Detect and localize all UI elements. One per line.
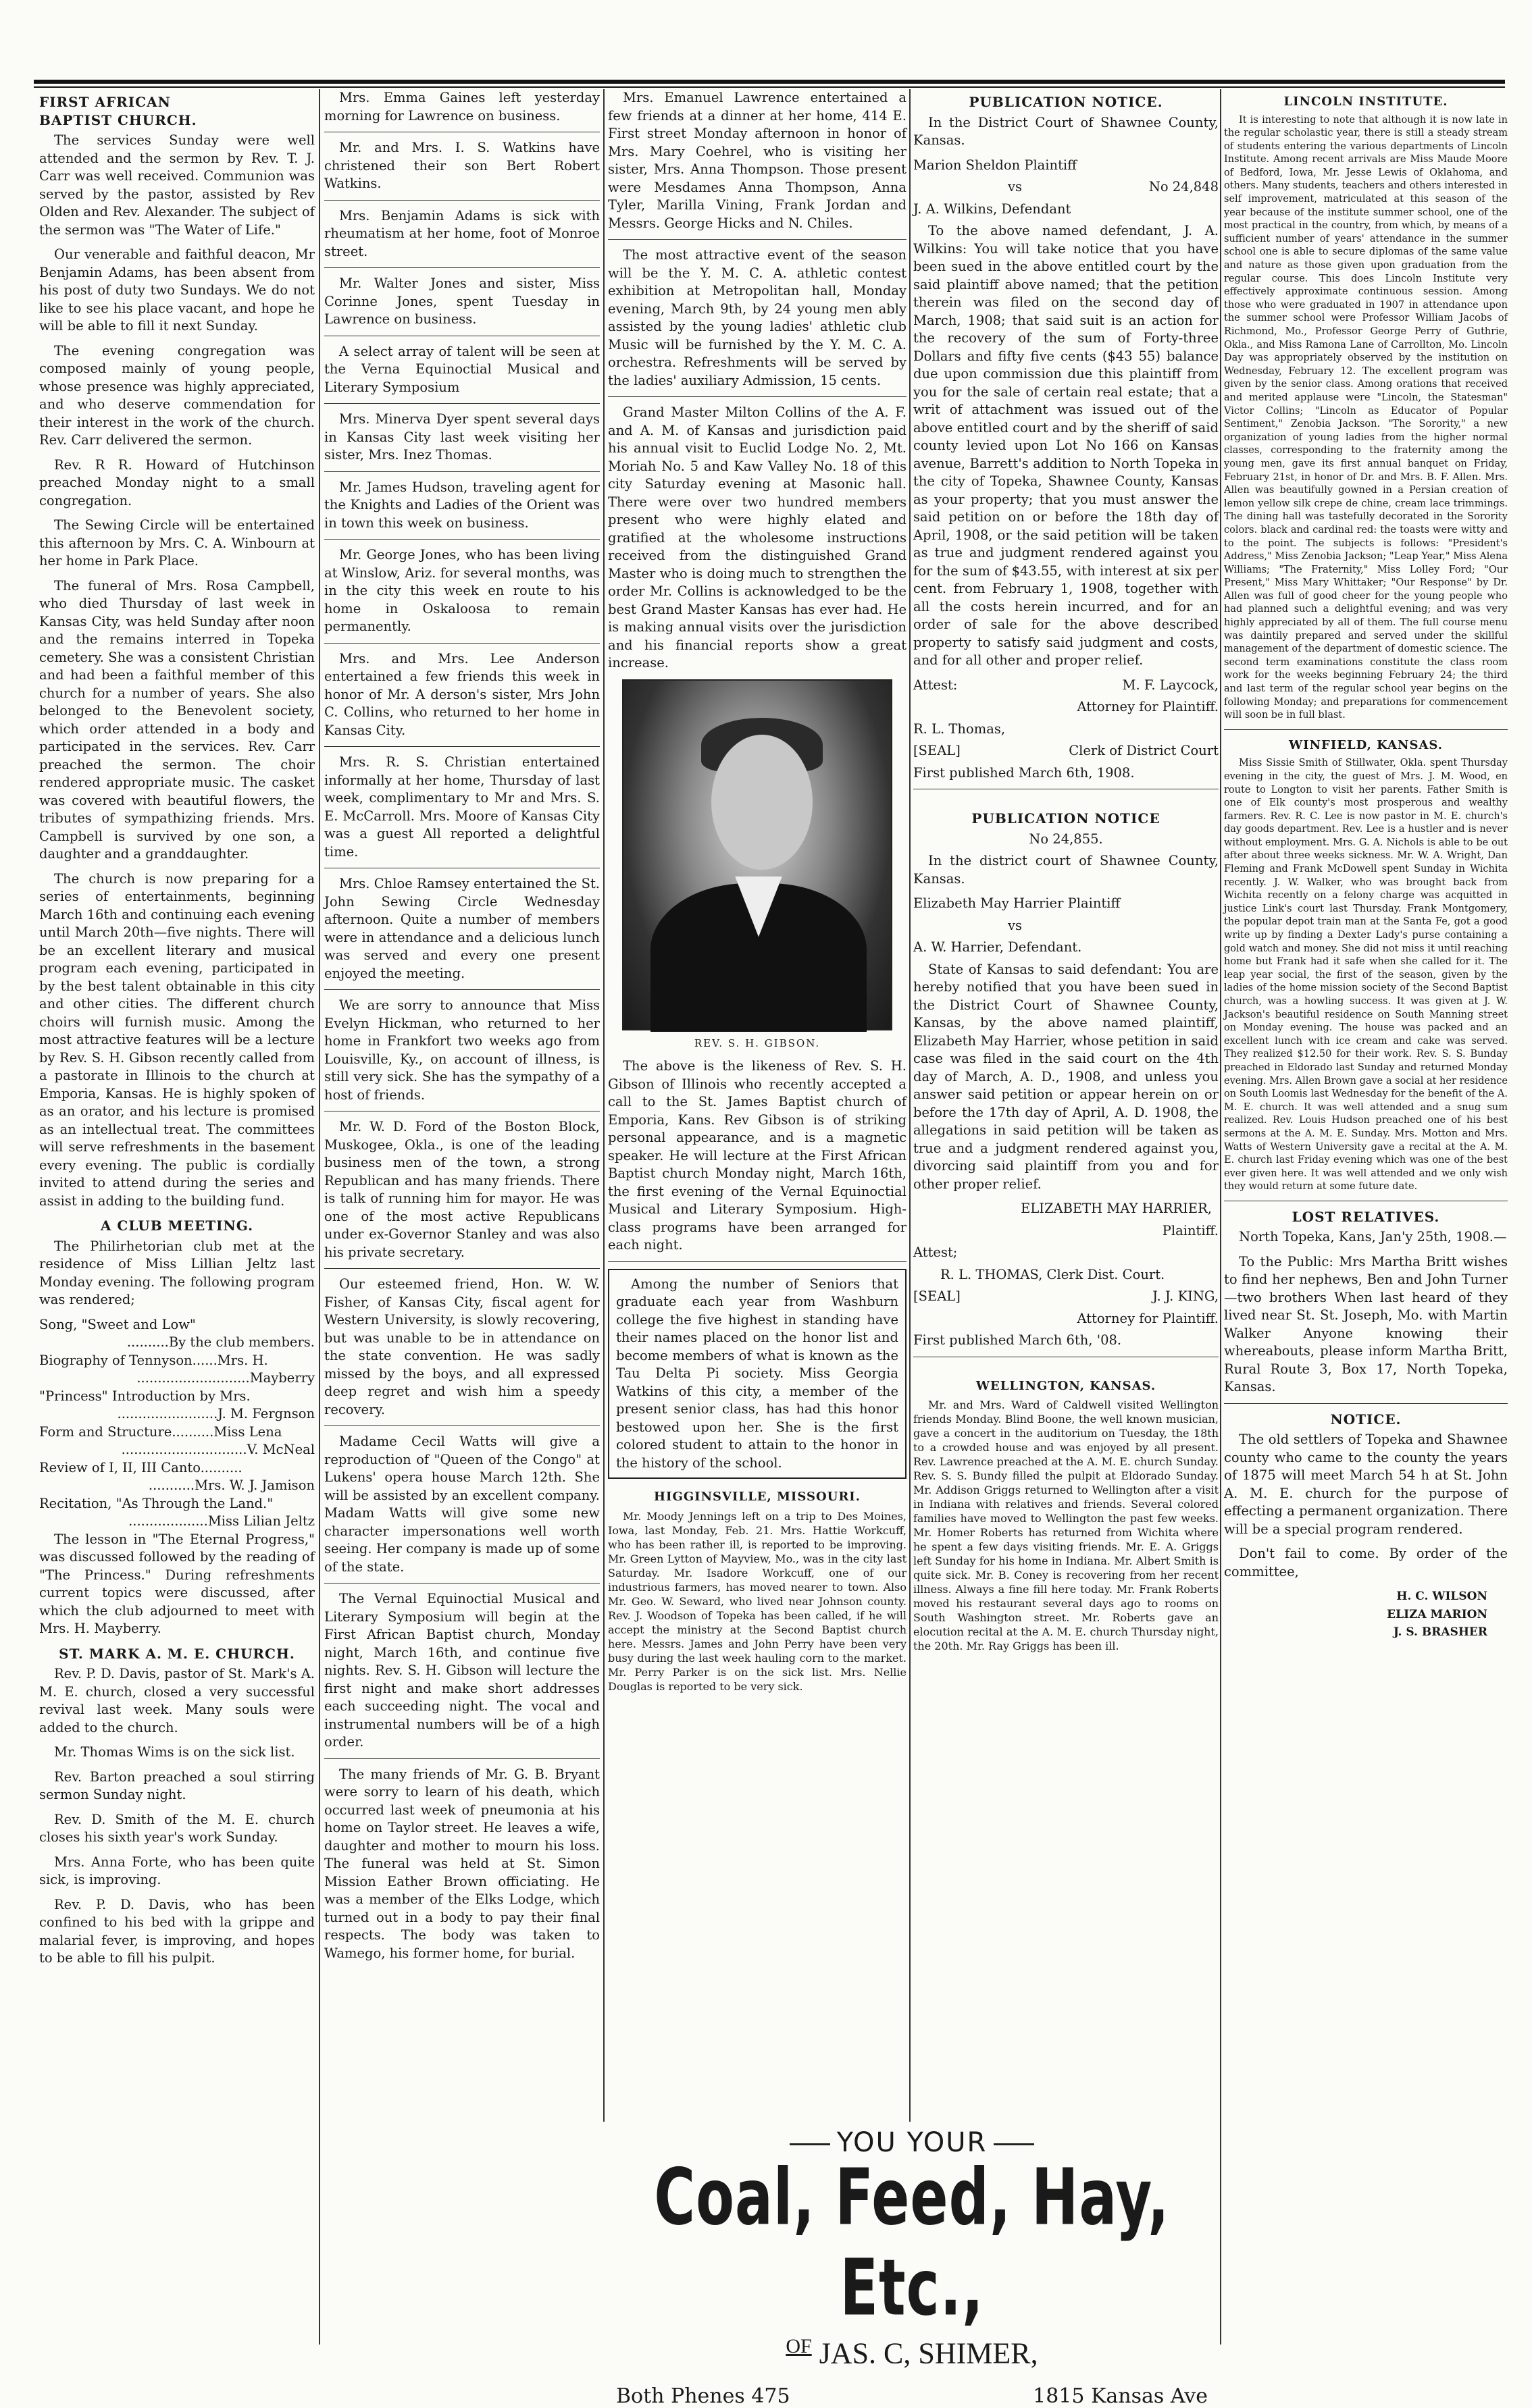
notice-attorney-role: Attorney for Plaintiff.: [1077, 699, 1219, 714]
program-item: "Princess" Introduction by Mrs.: [39, 1388, 251, 1404]
lost-relatives-heading: LOST RELATIVES.: [1292, 1208, 1440, 1225]
article-paragraph: Rev. Barton preached a soul stirring sermon Sunday night.: [39, 1769, 315, 1802]
notice-number: No 24,855.: [1029, 831, 1103, 847]
article-paragraph: Mr. Thomas Wims is on the sick list.: [54, 1744, 295, 1760]
article-paragraph: Mrs. R. S. Christian entertained informally at her home, Thursday of last week, complimentary to Mr and Mrs. S. E. McCarroll. Mrs. Moore of Kansas City was a guest All reported a delightful time.: [324, 754, 600, 860]
article-paragraph: Our esteemed friend, Hon. W. W. Fisher, of Kansas City, fiscal agent for Western University, is slowly recovering, but was unable to be in attendance on the state convention. He was sadly missed by the boys, and all expressed deep regret and wish him a speedy recovery.: [324, 1276, 600, 1417]
divider: [324, 267, 600, 268]
ad-of: OF: [786, 2335, 812, 2357]
notice-vs-row: [913, 178, 1219, 197]
ad-phones: Both Phenes 475: [616, 2384, 790, 2408]
program-item: ..............................V. McNeal: [121, 1442, 315, 1457]
article-paragraph: The Philirhetorian club met at the residence of Miss Lillian Jeltz last Monday evening. The following program was rendered;: [39, 1238, 315, 1307]
notice-first-published: First published March 6th, '08.: [913, 1332, 1122, 1348]
ad-dash: [790, 2143, 830, 2145]
column-divider: [319, 89, 320, 2345]
first-african-heading: FIRST AFRICAN BAPTIST CHURCH.: [39, 94, 197, 128]
column-4: [913, 89, 1219, 2115]
higginsville-heading: HIGGINSVILLE, MISSOURI.: [654, 1490, 861, 1504]
article-paragraph: Mrs. Emma Gaines left yesterday morning for Lawrence on business.: [324, 90, 600, 124]
notice-plaintiff: Marion Sheldon Plaintiff: [913, 157, 1077, 173]
divider: [324, 539, 600, 540]
divider: [324, 989, 600, 990]
masthead-rule: [34, 80, 1505, 84]
divider: [324, 403, 600, 404]
notice-seal: [SEAL]: [913, 743, 961, 758]
article-paragraph: Mrs. Chloe Ramsey entertained the St. John Sewing Circle Wednesday afternoon. Quite a number of members were in attendance and a delicious lunch was served and every one present enjoyed the meeting.: [324, 876, 600, 981]
article-paragraph: We are sorry to announce that Miss Evelyn Hickman, who returned to her home in Frankfort two weeks ago from Louisville, Ky., on account of illness, is still very sick. She has the sympathy of a host of friends.: [324, 997, 600, 1103]
notice-attorney-role: Attorney for Plaintiff.: [1077, 1310, 1219, 1326]
article-paragraph: The above is the likeness of Rev. S. H. Gibson of Illinois who recently accepted a call to the St. James Baptist church of Emporia, Kans. Rev Gibson is of striking personal appearance, and is a magnetic speaker. He will lecture at the First African Baptist church Monday night, March 16th, the first evening of the Vernal Equinoctial Musical and Literary Symposium. High-class programs have been arranged for each night.: [608, 1058, 907, 1253]
notice-vs: vs: [1008, 917, 1023, 933]
divider: [1224, 1403, 1508, 1404]
wellington-heading: WELLINGTON, KANSAS.: [975, 1378, 1156, 1393]
program-item: Form and Structure..........Miss Lena: [39, 1423, 282, 1440]
notice-seal: [SEAL]: [913, 1288, 961, 1304]
article-paragraph: Among the number of Seniors that graduate each year from Washburn college the five highest in standing have their names placed on the honor list and become members of what is known as the Tau Delta Pi society. Miss Georgia Watkins of this city, a member of the present senior class, has had this honor bestowed upon her. She is the first colored student to attain to the honor in the history of the school.: [616, 1276, 898, 1471]
article-paragraph: Grand Master Milton Collins of the A. F. and A. M. of Kansas and jurisdiction paid his annual visit to Euclid Lodge No. 2, Mt. Moriah No. 5 and Kaw Valley No. 18 of this city Saturday evening at Masonic hall. There were over two hundred members present who were highly elated and gratified at the wholesome instructions received from the distinguished Grand Master who is doing much to strengthen the order Mr. Collins is acknowledged to be the best Grand Master Kansas has ever had. He is making annual visits over the jurisdiction and his financial reports show a great increase.: [608, 404, 907, 671]
notice-attest-row: [913, 677, 1219, 695]
notice-first-published: First published March 6th, 1908.: [913, 764, 1135, 781]
ad-merchant-name: JAS. C, SHIMER,: [819, 2336, 1038, 2370]
article-paragraph: The most attractive event of the season will be the Y. M. C. A. athletic contest exhibition at Metropolitan hall, Monday evening, March 9th, by 24 young men ably assisted by the young ladies' athletic club Music will be furnished by the Y. M. C. A. orchestra. Refreshments will be served by the ladies' auxiliary Admission, 15 cents.: [608, 247, 907, 388]
article-paragraph: The many friends of Mr. G. B. Bryant were sorry to learn of his death, which occurred last week of pneumonia at his home on Taylor street. He leaves a wife, daughter and mother to mourn his loss. The funeral was held at St. Simon Mission Eather Brown officiating. He was a member of the Elks Lodge, which turned out in a body to pay their final respects. The body was taken to Wamego, his former home, for burial.: [324, 1766, 600, 1961]
article-paragraph: North Topeka, Kans, Jan'y 25th, 1908.—: [1239, 1229, 1507, 1245]
coal-feed-advertisement: [608, 2127, 1216, 2408]
notice-attest: Attest:: [913, 677, 958, 693]
article-paragraph: The lesson in "The Eternal Progress," was discussed followed by the reading of "The Princess." During refreshments current topics were discussed, after which the club adjourned to meet with Mrs. H. Mayberry.: [39, 1531, 315, 1636]
program-item: Recitation, "As Through the Land.": [39, 1495, 274, 1511]
notice-attest: Attest;: [913, 1245, 958, 1260]
article-paragraph: Mr. and Mrs. Ward of Caldwell visited Wellington friends Monday. Blind Boone, the well known musician, gave a concert in the auditorium on Tuesday, the 18th to a crowded house and was enjoyed by all present. Rev. Lawrence preached at the A. M. E. church Sunday. Rev. S. S. Bundy filled the pulpit at Eldorado Sunday. Mr. Addison Griggs returned to Wellington after a visit in Indiana with relatives and friends. Several colored families have moved to Wellington the past few weeks. Mr. Homer Roberts has returned from Wichita where he spent a few days visiting friends. Mr. E. A. Griggs left Sunday for his home in Indiana. Mr. Albert Smith is quite sick. Mr. B. Coney is recovering from her recent illness. Always a fine fill here today. Mr. Frank Roberts moved his restaurant several days ago to rooms on South Washington street. Mr. Roberts gave an elocution recital at the A. M. E. church Thursday night, the 20th. Mr. Ray Griggs has been ill.: [913, 1398, 1219, 1652]
article-paragraph: Mrs. Anna Forte, who has been quite sick, is improving.: [39, 1854, 315, 1887]
notice-heading: NOTICE.: [1330, 1411, 1402, 1428]
notice-defendant: J. A. Wilkins, Defendant: [913, 201, 1071, 217]
column-1: [39, 89, 315, 2345]
article-paragraph: The old settlers of Topeka and Shawnee county who came to the county the years of 1875 will meet March 54 h at St. John A. M. E. church for the purpose of effecting a permanent organization. There will be a special program rendered.: [1224, 1432, 1508, 1537]
article-paragraph: Rev. P. D. Davis, pastor of St. Mark's A. M. E. church, closed a very successful revival last week. Many souls were added to the church.: [39, 1666, 315, 1735]
column-5: [1224, 89, 1508, 2345]
divider: [1224, 729, 1508, 730]
article-paragraph: Madame Cecil Watts will give a reproduction of "Queen of the Congo" at Lukens' opera house March 12th. She will be assisted by an excellent company. Madam Watts will give some new character impersonations well worth seeing. Her company is made up of some of the state.: [324, 1434, 600, 1575]
article-paragraph: Mr. and Mrs. I. S. Watkins have christened their son Bert Robert Watkins.: [324, 140, 600, 191]
photo-caption: REV. S. H. GIBSON.: [694, 1037, 821, 1049]
article-paragraph: Rev. P. D. Davis, who has been confined to his bed with la grippe and malarial fever, is improving, and hopes to be able to fill his pulpit.: [39, 1896, 315, 1966]
column-2: [324, 89, 600, 2115]
notice-seal-row: [913, 742, 1219, 760]
program-item: ...........................Mayberry: [136, 1370, 315, 1386]
divider: [324, 1758, 600, 1759]
masthead-rule-thin: [34, 86, 1505, 88]
divider: [324, 643, 600, 644]
program-item: Biography of Tennyson......Mrs. H.: [39, 1352, 268, 1368]
divider: [324, 471, 600, 472]
honor-box: [608, 1269, 907, 1480]
article-paragraph: The church is now preparing for a series of entertainments, beginning March 16th and continuing each evening until March 20th—five nights. There will be an excellent literary and musical program each evening, participated in by the best talent obtainable in this city and other cities. The different church choirs will furnish music. Among the most attractive features will be a lecture by Rev. S. H. Gibson recently called from a pastorate in Illinois to the church at Emporia, Kansas. He is highly spoken of as an orator, and his lecture is promised as an intellectual treat. The committees will serve refreshments in the basement every evening. The public is cordially invited to attend during the series and assist in adding to the building fund.: [39, 870, 315, 1209]
column-divider: [603, 89, 605, 2122]
notice-paragraph: State of Kansas to said defendant: You are hereby notified that you have been sued in the District Court of Shawnee County, Kansas, by the above named plaintiff, Elizabeth May Harrier, whose petition in said case was filed in the said court on the 4th day of March, A. D., 1908, and unless you answer said petition or appear herein on or before the 17th day of April, A. D. 1908, the allegations in said petition will be taken as true and a judgment rendered against you, divorcing said plaintiff from you and for other proper relief.: [913, 961, 1219, 1192]
column-divider: [1220, 89, 1221, 2345]
ad-merchant: [608, 2335, 1216, 2371]
divider: [324, 1425, 600, 1426]
publication-notice-heading: PUBLICATION NOTICE: [971, 810, 1160, 827]
notice-paragraph: In the district court of Shawnee County, Kansas.: [913, 853, 1219, 887]
column-divider: [909, 89, 911, 2122]
notice-plaintiff: Elizabeth May Harrier Plaintiff: [913, 895, 1121, 911]
st-mark-heading: ST. MARK A. M. E. CHURCH.: [59, 1645, 295, 1662]
article-paragraph: Mr. George Jones, who has been living at Winslow, Ariz. for several months, was in the city this week en route to his home in Oskaloosa to remain permanently.: [324, 547, 600, 634]
committee-signature: ELIZA MARION: [1387, 1607, 1487, 1621]
article-paragraph: The Sewing Circle will be entertained this afternoon by Mrs. C. A. Winbourn at her home in Park Place.: [39, 517, 315, 569]
divider: [324, 200, 600, 201]
article-paragraph: Mr. W. D. Ford of the Boston Block, Muskogee, Okla., is one of the leading business men of the town, a strong Republican and has many friends. There is talk of running him for mayor. He was one of the most active Republicans under ex-Governor Stanley and was also his private secretary.: [324, 1119, 600, 1260]
article-paragraph: Our venerable and faithful deacon, Mr Benjamin Adams, has been absent from his post of duty two Sundays. We do not like to see his place vacant, and hope he will be able to fill it next Sunday.: [39, 246, 315, 334]
column-3: [608, 89, 907, 2115]
program-item: ........................J. M. Fergnson: [117, 1406, 315, 1421]
article-paragraph: Mrs. Benjamin Adams is sick with rheumatism at her home, foot of Monroe street.: [324, 207, 600, 259]
article-paragraph: Don't fail to come. By order of the committee,: [1224, 1546, 1508, 1579]
ad-headline: Coal, Feed, Hay, Etc.,: [654, 2152, 1170, 2333]
notice-defendant: A. W. Harrier, Defendant.: [913, 939, 1082, 955]
article-paragraph: The funeral of Mrs. Rosa Campbell, who died Thursday of last week in Kansas City, was held Sunday after noon and the remains interred in Topeka cemetery. She was a consistent Christian and had been a faithful member of this church for a number of years. She also belonged to the Benevolent society, which order attended in a body and participated in the services. Rev. Carr preached the sermon. The choir rendered appropriate music. The casket was covered with beautiful flowers, the tributes of sympathizing friends. Mrs. Campbell is survived by one son, a daughter and a granddaughter.: [39, 577, 315, 862]
notice-signature: ELIZABETH MAY HARRIER,: [1021, 1201, 1212, 1216]
article-paragraph: To the Public: Mrs Martha Britt wishes to find her nephews, Ben and John Turner—two brothers When last heard of they lived near St. St. Joseph, Mo. with Martin Walker Anyone knowing their whereabouts, please inform Martha Britt, Rural Route 3, Box 17, North Topeka, Kansas.: [1224, 1253, 1508, 1395]
notice-attorney: J. J. KING,: [1152, 1288, 1219, 1304]
portrait-face: [711, 735, 813, 870]
notice-seal-row: [913, 1288, 1219, 1306]
article-paragraph: A select array of talent will be seen at the Verna Equinoctial Musical and Literary Symposium: [324, 343, 600, 395]
notice-vs: vs: [1008, 179, 1023, 194]
ad-contact-row: [608, 2384, 1216, 2408]
ad-address: 1815 Kansas Ave: [1033, 2384, 1208, 2408]
program-item: ..........By the club members.: [126, 1334, 315, 1350]
winfield-heading: WINFIELD, KANSAS.: [1288, 737, 1444, 752]
lincoln-institute-heading: LINCOLN INSTITUTE.: [1283, 95, 1448, 109]
article-paragraph: Miss Sissie Smith of Stillwater, Okla. spent Thursday evening in the city, the guest of Mrs. J. M. Wood, en route to Longton to visit her parents. Father Smith is one of Elk county's most prosperous and wealthy farmers. Rev. R. C. Lee is now pastor in M. E. church's day goods department. Rev. Lee is a hustler and is never without employment. Mrs. G. A. Nichols is able to be out after about three weeks sickness. Mr. W. A. Wright, Dan Fleming and Frank McDowell spent Sunday in Wichita recently. J. W. Walker, who was brought back from Wichita recently on a felony charge was acquitted in justice Link's court last Thursday. Frank Montgomery, the popular depot train man at the Santa Fe, got a good write up by finding a Dexter Lady's purse containing a gold watch and money. She did not miss it until reaching home but Frank had it safe when she called for it. The leap year social, the first of the season, given by the ladies of the home mission society of the Second Baptist church, was a howling success. It was given at J. W. Jackson's beautiful residence on South Manning street on Monday evening. The house was packed and an excellent lunch with ice cream and cake was served. They realized $12.50 for their work. Rev. S. S. Bunday preached in Eldorado last Sunday and returned Monday evening. Mrs. Allen Brown gave a social at her residence on South Loomis last Wednesday for the benefit of the A. M. E. church. It was well attended and a snug sum realized. Rev. Louis Hudson preached one of his best sermons at the A. M. E. Sunday. Mrs. Motton and Mrs. Watts of Western University gave a recital at the A. M. E. church last Friday evening which was one of the best ever given here. It was well attended and we only wish they would return at some future date.: [1224, 758, 1508, 1193]
notice-signature-role: Plaintiff.: [1162, 1222, 1219, 1238]
article-paragraph: Mr. James Hudson, traveling agent for the Knights and Ladies of the Orient was in town this week on business.: [324, 479, 600, 531]
notice-clerk: R. L. THOMAS, Clerk Dist. Court.: [940, 1266, 1165, 1282]
notice-paragraph: To the above named defendant, J. A. Wilkins: You will take notice that you have been sued in the above entitled court by the said plaintiff above named; that the petition therein was filed on the second day of March, 1908; that said suit is an action for the recovery of the sum of Forty-three Dollars and fifty five cents ($43 55) balance due upon commission due this plaintiff from you for the sale of certain real estate; that a writ of attachment was issued out of the above entitled court and by the sheriff of said county levied upon Lot No 166 on Kansas avenue, Barrett's addition to North Topeka in the city of Topeka, Shawnee County, Kansas as your property; that you must answer the said petition on or before the 18th day of April, 1908, or the said petition will be taken as true and judgment rendered against you for the sum of $43.55, with interest at six per cent. from February 1, 1908, together with all the costs herein incurred, and for an order of sale for the above described property to satisfy said judgment and costs, and for all other and proper relief.: [913, 223, 1219, 668]
article-paragraph: The Vernal Equinoctial Musical and Literary Symposium will begin at the First African Baptist church, Monday night, March 16th, and continue five nights. Rev. S. H. Gibson will lecture the first night and make short addresses each succeeding night. The vocal and instrumental numbers will be of a high order.: [324, 1591, 600, 1750]
article-paragraph: Mrs. Minerva Dyer spent several days in Kansas City last week visiting her sister, Mrs. Inez Thomas.: [324, 411, 600, 463]
program-item: ...........Mrs. W. J. Jamison: [148, 1477, 315, 1493]
committee-signature: H. C. WILSON: [1396, 1590, 1487, 1604]
article-paragraph: It is interesting to note that although it is now late in the regular scholastic year, there is still a steady stream of students entering the various departments of Lincoln Institute. Among recent arrivals are Miss Maude Moore of Bedford, Iowa, Mr. Jesse Lewis of Oklahoma, and others. Many students, teachers and others interested in self improvement, matriculated at this season of the year because of the institute summer school, one of the most practical in the country, from which, by means of a sufficient number of years' attendance in the summer school one is able to secure diplomas of the same value and nature as those given upon graduation from the regular course. This does Lincoln Institute very effectively approximate continuous session. Among those who were graduated in 1907 in attendance upon the summer school were Professor William Jacobs of Richmond, Mo., Professor George Perry of Guthrie, Okla., and Miss Ramona Lane of Carrollton, Mo. Lincoln Day was appropriately observed by the institution on Wednesday, February 12. The excellent program was given by the senior class. Among orations that received and merited applause were "Lincoln, the Statesman" Victor Collins; "Lincoln as Educator of Popular Sentiment," Zenobia Jackson. "The Sorority," a new organization of young ladies from the higher normal classes, corresponding to the fraternity among the young men, gave its first annual banquet on Friday, February 21st, in honor of Dr. and Mrs. B. F. Allen. Mrs. Allen was beautifully gowned in a Persian creation of lemon yellow silk crepe de chine, cream lace trimmings. The dining hall was tastefully decorated in the Sorority colors. black and cardinal red: the toasts were witty and to the point. The subjects is follows: "President's Address," Miss Zenobia Jackson; "Leap Year," Miss Alena Williams; "The Fraternity," Miss Lolley Ford; "Our Present," Miss Mary Whittaker; "Our Response" by Dr. Allen was full of good cheer for the young people who had planned such a delightful evening; and was very highly appreciated by all of them. The full course menu was daintily prepared and served under the skillful management of the department of domestic science. The second term examinations constitute the class room work for the weeks beginning February 24; the third and last term of the regular school year begins on the following Monday; and preparations for commencement will soon be in full blast.: [1224, 114, 1508, 721]
program-item: Review of I, II, III Canto..........: [39, 1459, 242, 1475]
article-paragraph: Mrs. Emanuel Lawrence entertained a few friends at a dinner at her home, 414 E. First street Monday afternoon in honor of Mrs. Mary Coehrel, who is visiting her sister, Mrs. Anna Thompson. Those present were Mesdames Anna Thompson, Anna Tyler, Marilla Vining, Frank Jordan and Messrs. George Hicks and N. Chiles.: [608, 90, 907, 231]
article-paragraph: Mrs. and Mrs. Lee Anderson entertained a few friends this week in honor of Mr. A derson's sister, Mrs John C. Collins, who returned to her home in Kansas City.: [324, 650, 600, 738]
program-item: ...................Miss Lilian Jeltz: [128, 1513, 315, 1529]
notice-attorney: M. F. Laycock,: [1122, 677, 1219, 693]
divider: [324, 746, 600, 747]
divider: [608, 396, 907, 397]
notice-paragraph: In the District Court of Shawnee County, Kansas.: [913, 114, 1219, 148]
ad-dash: [994, 2143, 1034, 2145]
article-paragraph: The evening congregation was composed mainly of young people, whose presence was highly appreciated, and who deserve commendation for their interest in the work of the church. Rev. Carr delivered the sermon.: [39, 342, 315, 448]
article-paragraph: Rev. R R. Howard of Hutchinson preached Monday night to a small congregation.: [39, 456, 315, 508]
divider: [324, 1268, 600, 1269]
notice-clerk-role: Clerk of District Court: [1069, 743, 1219, 758]
publication-notice-heading: PUBLICATION NOTICE.: [969, 94, 1163, 110]
article-paragraph: The services Sunday were well attended and the sermon by Rev. T. J. Carr was well received. Communion was served by the pastor, assisted by Rev Olden and Rev. Alexander. The subject of the sermon was "The Water of Life.": [39, 132, 315, 238]
notice-clerk: R. L. Thomas,: [913, 721, 1006, 737]
ad-you-your: YOU YOUR: [836, 2127, 988, 2158]
article-paragraph: Rev. D. Smith of the M. E. church closes his sixth year's work Sunday.: [39, 1811, 315, 1845]
divider: [608, 1261, 907, 1262]
program-item: Song, "Sweet and Low": [39, 1316, 196, 1332]
notice-number: No 24,848: [1148, 179, 1219, 194]
club-meeting-heading: A CLUB MEETING.: [100, 1218, 254, 1234]
article-paragraph: Mr. Moody Jennings left on a trip to Des Moines, Iowa, last Monday, Feb. 21. Mrs. Hattie Workcuff, who has been rather ill, is reported to be improving. Mr. Green Lytton of Mayview, Mo., was in the city last Saturday. Mr. Isadore Workcuff, one of our industrious farmers, has moved nearer to town. Also Mr. Geo. W. Seward, who lived near Johnson county. Rev. J. Woodson of Topeka has been called, if he will accept the ministry at the Second Baptist church here. Messrs. James and John Perry have been very busy during the last week hauling corn to the market. Mr. Perry Parker is on the sick list. Mrs. Nellie Douglas is reported to be very sick.: [608, 1509, 907, 1693]
committee-signature: J. S. BRASHER: [1393, 1625, 1487, 1640]
article-paragraph: Mr. Walter Jones and sister, Miss Corinne Jones, spent Tuesday in Lawrence on business.: [324, 276, 600, 327]
divider: [608, 239, 907, 240]
portrait-photo: [622, 679, 892, 1030]
